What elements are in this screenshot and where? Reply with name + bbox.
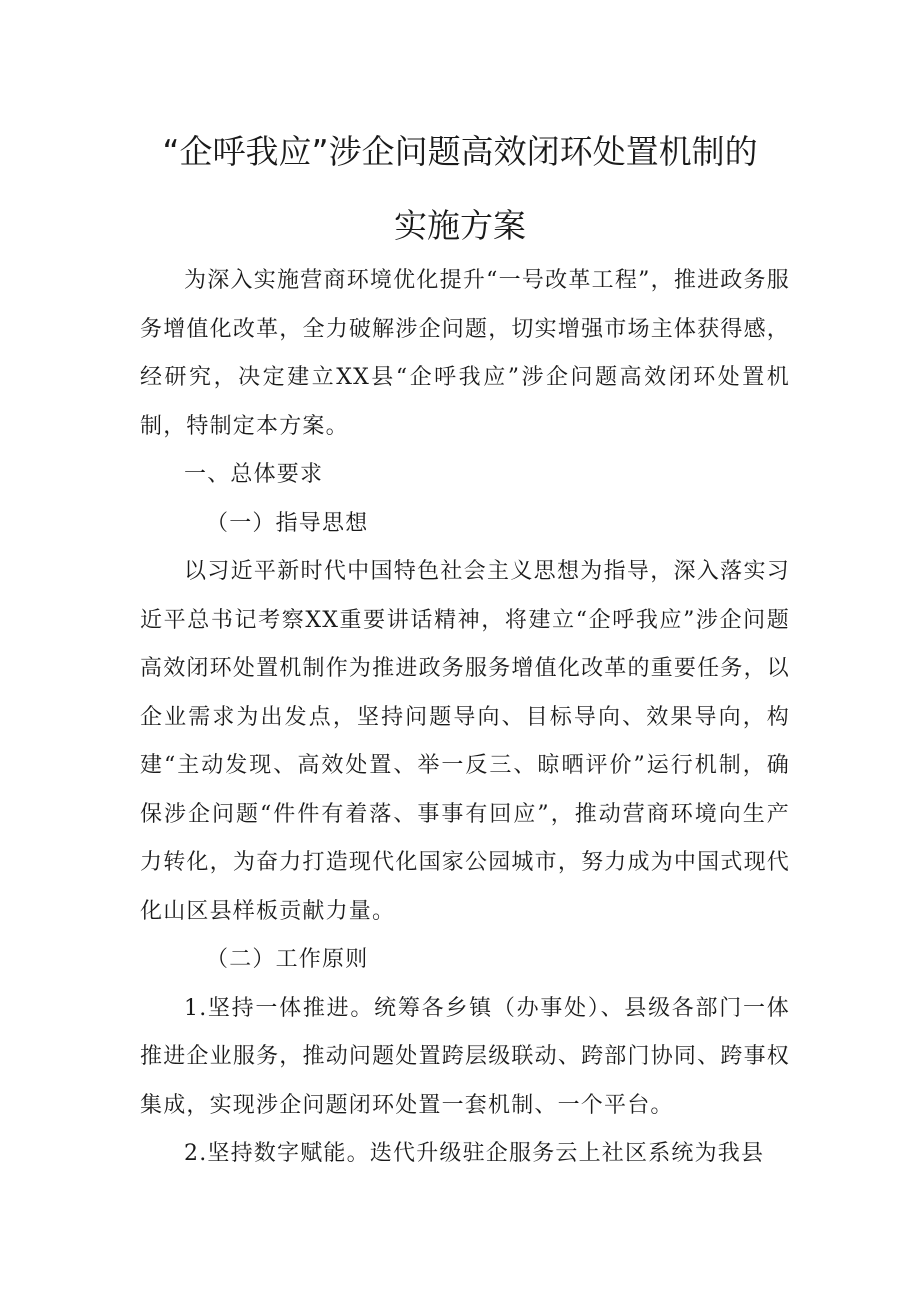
subsection-heading-guiding-thought: （一）指导思想	[206, 510, 369, 536]
intro-paragraph: 为深入实施营商环境优化提升“一号改革工程”，推进政务服务增值化改革，全力破解涉企问题，切实增强市场主体获得感，经研究，决定建立XX县“企呼我应”涉企问题高效闭环处置机制，特制定本方案。	[140, 268, 790, 439]
guiding-thought-paragraph: 以习近平新时代中国特色社会主义思想为指导，深入落实习近平总书记考察XX重要讲话精神，将建立“企呼我应”涉企问题高效闭环处置机制作为推进政务服务增值化改革的重要任务，以企业需求为出发点，坚持问题导向、目标导向、效果导向，构建“主动发现、高效处置、举一反三、晾晒评价”运行机制，确保涉企问题“件件有着落、事事有回应”，推动营商环境向生产力转化，为奋力打造现代化国家公园城市，努力成为中国式现代化山区县样板贡献力量。	[140, 559, 790, 924]
subsection-heading-work-principles: （二）工作原则	[206, 947, 369, 972]
document-title-line-1: “企呼我应”涉企问题高效闭环处置机制的	[162, 132, 758, 171]
section-heading-overall-requirements: 一、总体要求	[184, 462, 324, 487]
document-title-line-2: 实施方案	[394, 206, 526, 245]
principle-paragraph-1: 1.坚持一体推进。统筹各乡镇（办事处）、县级各部门一体推进企业服务，推动问题处置跨层级联动、跨部门协同、跨事权集成，实现涉企问题闭环处置一套机制、一个平台。	[140, 995, 790, 1118]
document-body	[140, 257, 790, 1179]
principle-paragraph-2: 2.坚持数字赋能。迭代升级驻企服务云上社区系统为我县	[184, 1141, 765, 1166]
